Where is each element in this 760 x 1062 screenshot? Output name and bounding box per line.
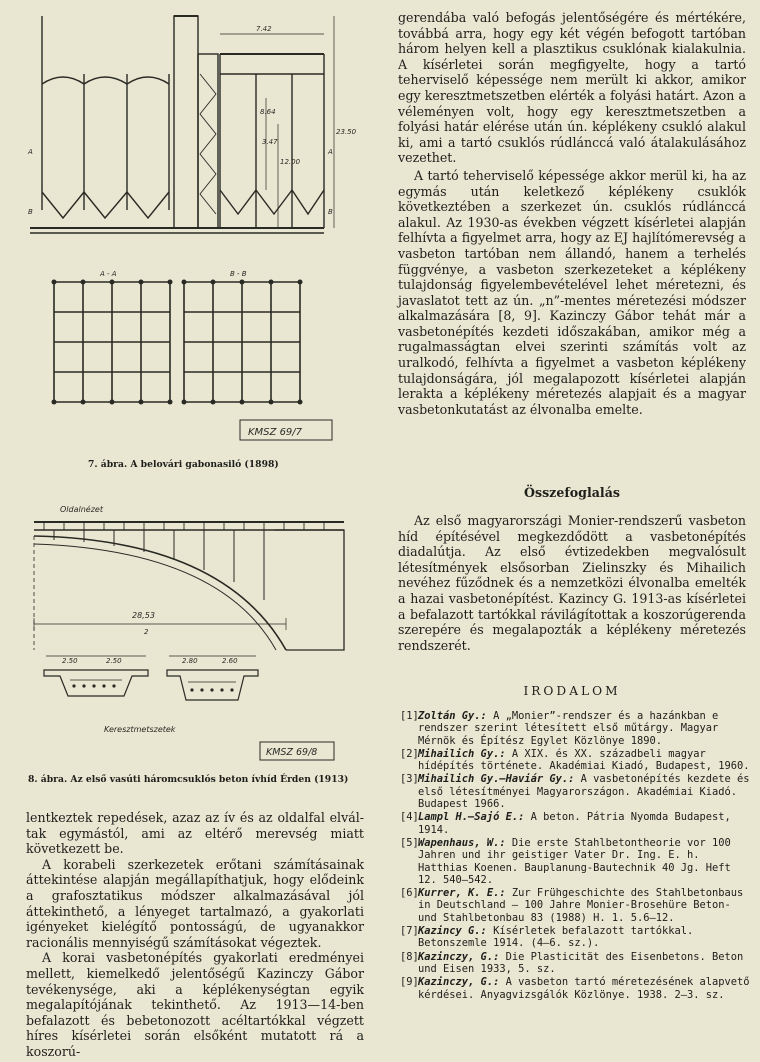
reference-author: Kazinczy, G.: [418,950,500,963]
reference-item [400,925,750,950]
reference-number: [4] [400,811,419,824]
fig8-stamp: KMSZ 69/8 [266,747,318,758]
reference-number: [5] [400,836,419,849]
reference-text: A vasbeton tartó méretezésének alapvető kérdései. Anyagvizsgálók Közlönye. 1938. 2—3. sz. [418,976,750,1001]
summary-text [398,513,746,653]
fig8-span: 28,53 [132,611,155,620]
reference-text: A „Monier”-rendszer és a hazánkban e rendszer szerint létesített első műtárgy. Magyar Mérnök és Építész Egylet Közlönye 1890. [418,710,719,747]
reference-list [400,710,750,1002]
fig7-stamp: KMSZ 69/7 [248,427,303,438]
left-paragraph: lentkeztek repedések, azaz az ív és az oldalfal elváltak egymástól, ami az eltérő merevség miatt következett be. [26,810,364,857]
reference-number: [8] [400,950,419,963]
fig7-top-dim: 7.42 [256,25,272,33]
reference-author: Kurrer, K. E.: [418,887,506,900]
right-paragraph: A tartó teherviselő képessége akkor merül ki, ha az egymás után keletkező képlékeny csuklók következtében a szerkezet ún. csuklós rúdlánccá alakul. Az 1930-as években végzett kísérletei alapján felhívta a figyelmet arra, hogy az EJ hajlítómerevség a vasbeton tartóban nem állandó, hanem a terhelés függvénye, a vasbeton szerkezeteket a képlékeny tulajdonság figyelembevételével lehet méretezni, és javaslatot tett az ún. „n”-mentes méretezési módszer alkalmazására [8, 9]. Kazinczy Gábor tehát már a vasbetonépítés kezdeti időszakában, amikor még a rugalmasságtan elvei szerinti számítás volt az uralkodó, felhívta a figyelmet a vasbeton képlékeny tulajdonságára, jól megalapozott kísérletei alapján lerakta a képlékeny méretezés alapjait és a magyar vasbetonkutatást az élvonalba emelte. [398,167,746,417]
fig7-h-left: 8.64 [260,108,276,116]
fig7-sec-b-right: B [328,208,333,216]
reference-item [400,837,750,886]
reference-author: Kazincy G.: [418,925,487,938]
reference-item [400,710,750,747]
fig7-sec-a-left: A [28,148,33,156]
left-paragraph: A korabeli szerkezetek erőtani számításainak áttekintése alapján megállapíthatjuk, hogy elődeink a grafosztatikus módszer alkalmazásával jól áttekinthető, a lényeget tartalmazó, a gyakorlati igényeket kielégítő pontosságú, de ugyanakkor racionális mennyiségű számításokat végeztek. [26,856,364,950]
fig8-span-half: 2 [144,628,149,636]
fig8-dim-3: 2.80 [182,657,198,665]
references-heading: IRODALOM [523,684,621,698]
reference-text: A XIX. és XX. századbeli magyar hídépítés története. Akadémiai Kiadó, Budapest, 1960. [418,747,750,773]
reference-item [400,976,750,1001]
reference-number: [6] [400,887,419,900]
fig8-dim-4: 2.60 [222,657,238,665]
summary-heading: Összefoglalás [524,485,620,500]
fig7-sec-a-right: A [328,148,333,156]
left-paragraph: A korai vasbetonépítés gyakorlati eredményei mellett, kiemelkedő jelentőségű Kazinczy Gábor tevékenysége, aki a képlékenységtan egyik megalapítójának tekinthető. Az 1913—14-ben befalazott és bebetonozott acéltartókkal végzett híres kísérletei során elsőként mutatott rá a koszorú- [26,950,364,1059]
reference-author: Mihailich Gy.: [418,747,506,760]
reference-item [400,773,750,810]
reference-number: [1] [400,710,419,722]
reference-item [400,811,750,836]
reference-item [400,951,750,976]
left-column-text [26,810,364,1060]
reference-author: Lampl H.—Sajó E.: [418,811,525,824]
figure-7-caption: 7. ábra. A belovári gabonasiló (1898) [88,459,279,470]
right-column-text [398,10,746,417]
fig7-h-total: 23.50 [336,128,357,136]
reference-text: Die erste Stahlbetontheorie vor 100 Jahren und ihr geistiger Vater Dr. Ing. E. h. Hatthias Koenen. Bauplanung-Bautechnik 40 Jg. Heft 12. 540—542. [418,836,731,886]
figure-8-caption: 8. ábra. Az első vasúti háromcsuklós beton ívhíd Érden (1913) [28,774,349,785]
summary-paragraph: Az első magyarországi Monier-rendszerű vasbeton híd építésével megkezdődött a vasbetonépítés diadalútja. Az első évtizedekben megvalósult létesítmények elsősorban Zielinszky és Mihailich nevéhez fűződnek és a nemzetközi élvonalba emelték a hazai vasbetonépítést. Kazincy G. 1913-as kísérletei a befalazott tartókkal rávilágítottak a koszorúgerenda szerepére és megalapozták a képlékeny méretezés rendszerét. [398,513,746,653]
fig8-side-label: Oldalnézet [60,505,103,514]
right-paragraph: gerendába való befogás jelentőségére és mértékére, továbbá arra, hogy egy két végén befogott tartóban három helyen kell a plasztikus csuklónak kialakulnia. A kísérletei során megfigyelte, hogy a tartó teherviselő képessége nem merült ki akkor, amikor egy keresztmetszetben elérték a folyási határt. Azon a véleményen volt, hogy egy keresztmetszetben a folyási határ elérése után ún. képlékeny csukló alakul ki, ami a tartó csuklós rúdlánccá való átalakulásához vezethet. [398,10,746,166]
reference-text: Kísérletek befalazott tartókkal. Betonszemle 1914. (4—6. sz.). [418,925,694,950]
reference-author: Kazinczy, G.: [418,976,500,989]
fig8-dim-1: 2.50 [62,657,78,665]
reference-number: [3] [400,773,419,786]
figure-7-drawing [24,14,364,454]
figure-8-drawing [24,500,364,770]
fig7-plan-a: A - A [100,270,117,278]
reference-author: Mihailich Gy.—Haviár Gy.: [418,773,575,786]
reference-author: Wapenhaus, W.: [418,836,506,849]
reference-number: [7] [400,925,419,938]
reference-item [400,748,750,773]
fig7-h-inner: 12.00 [280,158,301,166]
fig8-dim-2: 2.50 [106,657,122,665]
reference-text: A beton. Pátria Nyomda Budapest, 1914. [418,811,731,836]
reference-author: Zoltán Gy.: [418,710,487,722]
reference-text: Die Plasticität des Eisenbetons. Beton und Eisen 1933, 5. sz. [418,950,744,975]
reference-text: A vasbetonépítés kezdete és első létesítményei Magyarországon. Akadémiai Kiadó. Budapest 1966. [418,773,750,811]
fig8-section-label: Keresztmetszetek [104,725,176,734]
fig7-plan-b: B - B [230,270,247,278]
reference-number: [2] [400,747,419,760]
fig7-sec-b-left: B [28,208,33,216]
fig7-h-mid: 3.47 [262,138,278,146]
reference-number: [9] [400,976,419,989]
reference-item [400,887,750,924]
reference-text: Zur Frühgeschichte des Stahlbetonbaus in Deutschland — 100 Jahre Monier-Brosehüre Beton- und Stahlbetonbau 83 (1988) H. 1. 5.6—12. [418,887,744,924]
